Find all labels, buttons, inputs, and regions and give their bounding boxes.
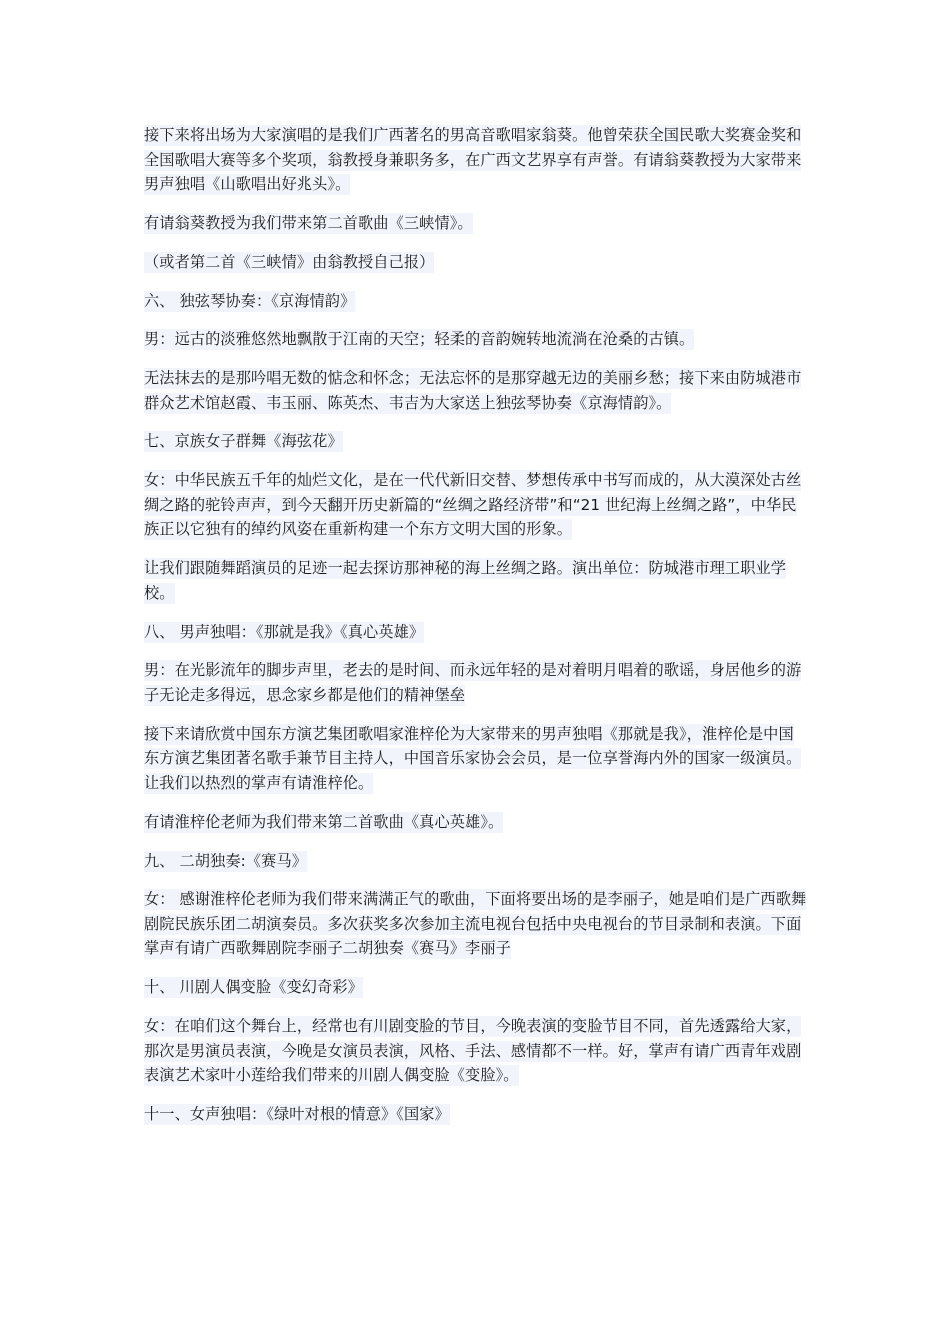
paragraph-female-host-7a bbox=[144, 468, 808, 542]
paragraph-text: 有请翁葵教授为我们带来第二首歌曲《三峡情》。 bbox=[144, 213, 473, 232]
paragraph-text: 八、 男声独唱：《那就是我》《真心英雄》 bbox=[144, 622, 425, 641]
paragraph-female-host-7b bbox=[144, 556, 808, 605]
paragraph-text: 六、 独弦琴协奏：《京海情韵》 bbox=[144, 291, 356, 310]
paragraph-text: 让我们跟随舞蹈演员的足迹一起去探访那神秘的海上丝绸之路。演出单位：防城港市理工职业学校。 bbox=[144, 559, 787, 602]
paragraph-text: 男：远古的淡雅悠然地飘散于江南的天空；轻柔的音韵婉转地流淌在沧桑的古镇。 bbox=[144, 330, 695, 349]
paragraph-text: 十一、女声独唱：《绿叶对根的情意》《国家》 bbox=[144, 1105, 450, 1123]
section-heading-6 bbox=[144, 289, 808, 314]
paragraph-text: 无法抹去的是那吟唱无数的惦念和怀念；无法忘怀的是那穿越无边的美丽乡愁；接下来由防城港市群众艺术馆赵霞、韦玉丽、陈英杰、韦吉为大家送上独弦琴协奏《京海情韵》。 bbox=[144, 369, 802, 412]
paragraph-text: 七、京族女子群舞《海弦花》 bbox=[144, 432, 343, 451]
paragraph-female-host-9 bbox=[144, 887, 808, 961]
section-heading-8 bbox=[144, 620, 808, 645]
paragraph-male-host-8b bbox=[144, 722, 808, 796]
paragraph-intro-weng-kui bbox=[144, 123, 808, 197]
section-heading-9 bbox=[144, 849, 808, 874]
paragraph-text: 九、 二胡独奏:《赛马》 bbox=[144, 851, 308, 870]
paragraph-male-host-8a bbox=[144, 658, 808, 707]
paragraph-text: 女： 感谢淮梓伦老师为我们带来满满正气的歌曲，下面将要出场的是李丽子，她是咱们是广西歌舞剧院民族乐团二胡演奏员。多次获奖多次参加主流电视台包括中央电视台的节目录制和表演。下面掌声有请广西歌舞剧院李丽子二胡独奏《赛马》李丽子 bbox=[144, 890, 807, 958]
section-heading-7 bbox=[144, 429, 808, 454]
paragraph-male-host-6a bbox=[144, 327, 808, 352]
paragraph-text: 男：在光影流年的脚步声里，老去的是时间、而永远年轻的是对着明月唱着的歌谣，身居他乡的游子无论走多得远，思念家乡都是他们的精神堡垒 bbox=[144, 661, 802, 704]
paragraph-text: 接下来将出场为大家演唱的是我们广西著名的男高音歌唱家翁葵。他曾荣获全国民歌大奖赛金奖和全国歌唱大赛等多个奖项，翁教授身兼职务多，在广西文艺界享有声誉。有请翁葵教授为大家带来男声独唱《山歌唱出好兆头》。 bbox=[144, 126, 802, 194]
paragraph-male-host-6b bbox=[144, 366, 808, 415]
paragraph-text: 女：在咱们这个舞台上，经常也有川剧变脸的节目，今晚表演的变脸节目不同，首先透露给大家，那次是男演员表演，今晚是女演员表演，风格、手法、感情都不一样。好，掌声有请广西青年戏剧表演艺术家叶小莲给我们带来的川剧人偶变脸《变脸》。 bbox=[144, 1017, 802, 1085]
paragraph-second-song-zhenxin bbox=[144, 810, 808, 835]
paragraph-female-host-10 bbox=[144, 1014, 808, 1088]
section-heading-10 bbox=[144, 975, 808, 1000]
paragraph-text: 女：中华民族五千年的灿烂文化，是在一代代新旧交替、梦想传承中书写而成的，从大漠深处古丝绸之路的驼铃声声，到今天翻开历史新篇的“丝绸之路经济带”和“21 世纪海上丝绸之路”，中华民族正以它独有的绰约风姿在重新构建一个东方文明大国的形象。 bbox=[144, 471, 802, 539]
paragraph-text: 十、 川剧人偶变脸《变幻奇彩》 bbox=[144, 978, 363, 997]
paragraph-text: 有请淮梓伦老师为我们带来第二首歌曲《真心英雄》。 bbox=[144, 812, 504, 831]
document-body bbox=[144, 123, 808, 1141]
paragraph-note-self-announce bbox=[144, 250, 808, 275]
paragraph-text: （或者第二首《三峡情》由翁教授自己报） bbox=[144, 252, 435, 271]
section-heading-11 bbox=[144, 1102, 808, 1127]
paragraph-second-song-sanxia bbox=[144, 211, 808, 236]
paragraph-text: 接下来请欣赏中国东方演艺集团歌唱家淮梓伦为大家带来的男声独唱《那就是我》，淮梓伦是中国东方演艺集团著名歌手兼节目主持人，中国音乐家协会会员，是一位享誉海内外的国家一级演员。让我们以热烈的掌声有请淮梓伦。 bbox=[144, 724, 802, 792]
